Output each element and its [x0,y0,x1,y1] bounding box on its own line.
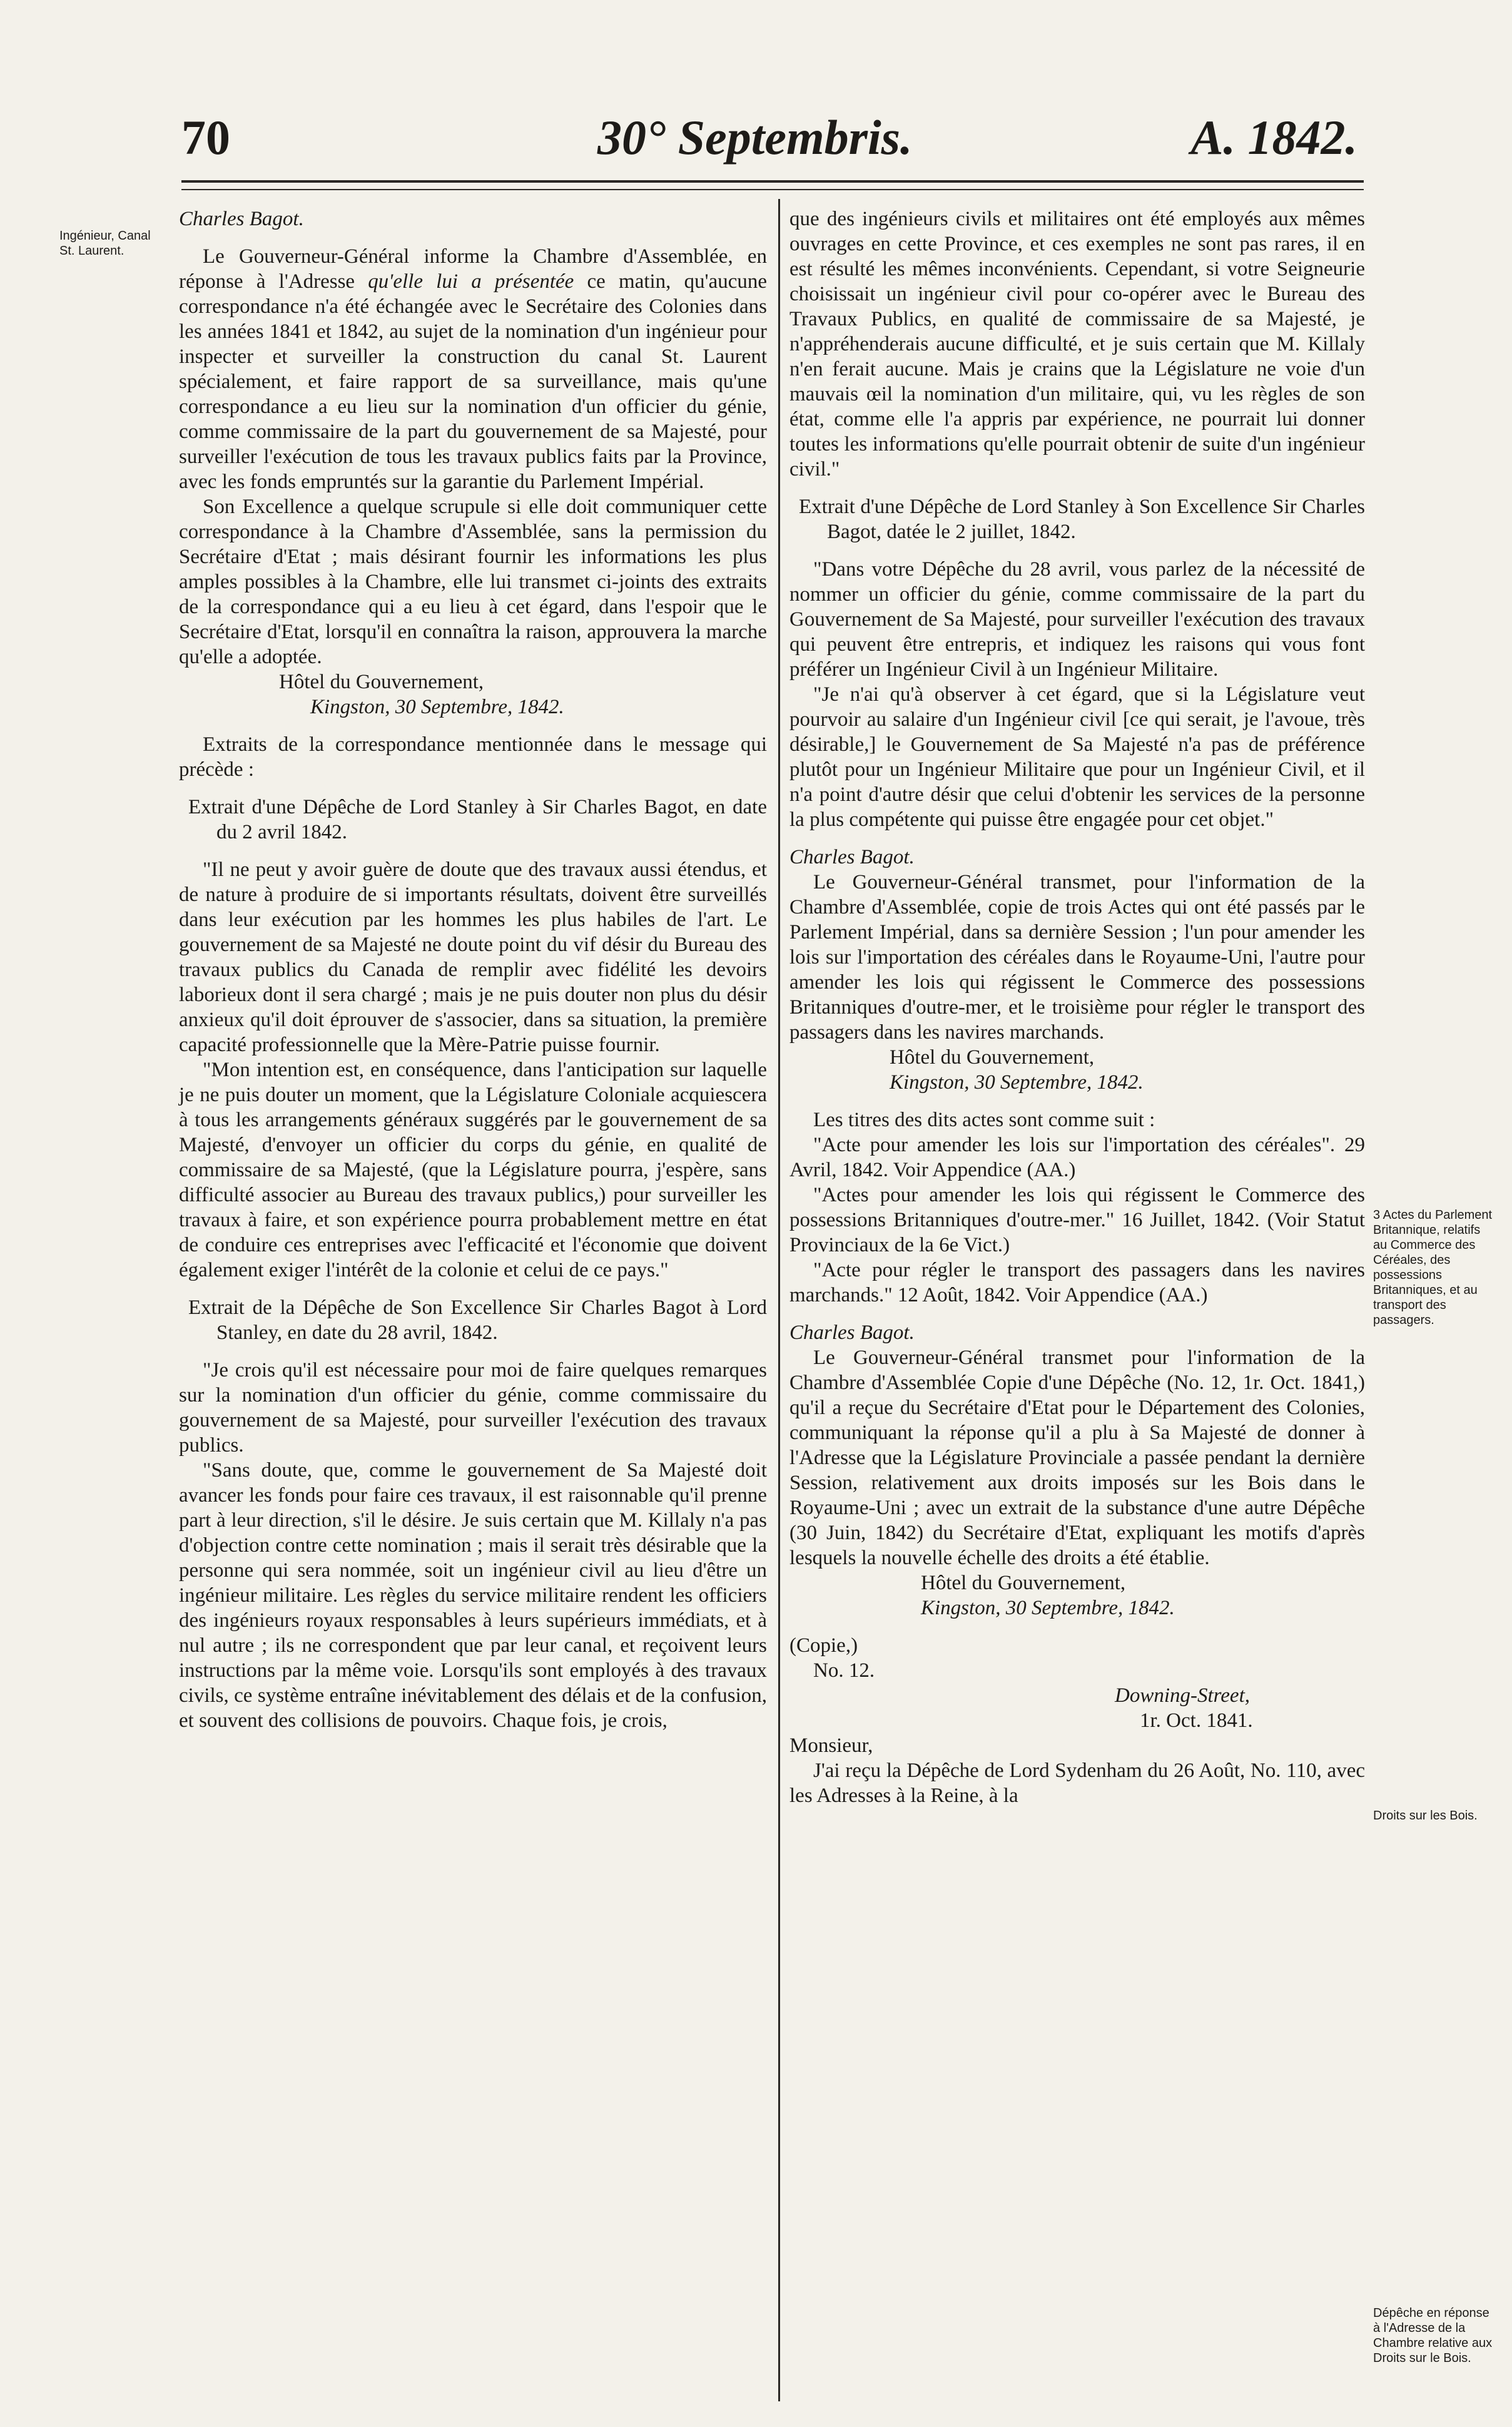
quote-paragraph: "Dans votre Dépêche du 28 avril, vous parlez de la nécessité de nommer un officier du génie, comme commissaire de la part du Gouvernement de Sa Majesté, pour surveiller l'exécution des travaux qui peuvent être entrepris, et indiquez les raisons qui vous font préférer un Ingénieur Civil à un Ingénieur Militaire. [789,558,1365,681]
quote-paragraph: "Je n'ai qu'à observer à cet égard, que si la Législature veut pourvoir au salaire d'un Ingénieur civil [ce qui serait, je l'avoue, très désirable,] le Gouvernement de Sa Majesté n'a pas de préférence plutôt pour un Ingénieur Militaire que pour un Ingénieur Civil, et il n'a point d'autre désir que celui d'obtenir les services de la personne la plus compétente qui puisse être engagée pour cet objet." [789,683,1365,831]
paragraph: Extraits de la correspondance mentionnée dans le message qui précède : [179,733,767,781]
extract-heading: Extrait d'une Dépêche de Lord Stanley à Sir Charles Bagot, en date du 2 avril 1842. [188,796,767,843]
quote-paragraph: "Je crois qu'il est nécessaire pour moi de faire quelques remarques sur la nomination d'un officier du génie, comme commissaire du gouvernement de sa Majesté, pour surveiller l'exécution des travaux publics. [179,1359,767,1457]
copy-label: (Copie,) [789,1634,858,1657]
quote-paragraph: "Il ne peut y avoir guère de doute que des travaux aussi étendus, et de nature à produire de si importants résultats, doivent être surveillés dans leur exécution par les hommes les plus habiles de l'art. Le gouvernement de sa Majesté ne doute point du vif désir du Bureau des travaux publics du Canada de remplir avec fidélité les devoirs laborieux dont il sera chargé ; mais je ne puis douter non plus du désir anxieux qu'il doit éprouver de s'associer, dans sa situation, la première capacité professionnelle que la Mère-Patrie puisse fournir. [179,858,767,1056]
act-title: "Acte pour amender les lois sur l'importation des céréales". 29 Avril, 1842. Voir Appendice (AA.) [789,1134,1365,1181]
column-divider [778,199,780,2401]
dispatch-place: Downing-Street, [1115,1684,1250,1707]
quote-paragraph: "Mon intention est, en conséquence, dans l'anticipation sur laquelle je ne puis douter un moment, que la Législature Coloniale acquiescera à tous les arrangements généraux suggérés par le gouvernement de sa Majesté, d'envoyer un officier du corps du génie, en qualité de commissaire de sa Majesté, (que la Législature pourra, j'espère, sans difficulté associer au Bureau des travaux publics,) pour surveiller les travaux à faire, et son expérience pourra probablement mettre en état de conduire ces entreprises avec l'efficacité et l'économie que doivent également exiger l'intérêt de la colonie et celui de ce pays." [179,1059,767,1281]
dispatch-date: 1r. Oct. 1841. [1140,1709,1253,1732]
page-number: 70 [181,110,230,165]
date-line: Kingston, 30 Septembre, 1842. [310,696,564,718]
signature: Charles Bagot. [789,1321,915,1344]
extract-heading: Extrait d'une Dépêche de Lord Stanley à Son Excellence Sir Charles Bagot, datée le 2 juillet, 1842. [799,496,1365,543]
right-column [789,206,1365,1808]
paragraph: que des ingénieurs civils et militaires ont été employés aux mêmes ouvrages en cette Province, et ces exemples ne sont pas rares, il en est résulté les mêmes inconvénients. Cependant, si votre Seigneurie choisissait un ingénieur civil pour co-opérer avec le Bureau des Travaux Publics, en qualité de commissaire de sa Majesté, je n'appréhenderais aucune difficulté, et je suis certain que M. Killaly n'en ferait aucune. Mais je crains que la Législature ne voie d'un mauvais œil la nomination d'un militaire, qui, vu les règles de son état, comme elle l'a appris par expérience, ne pourrait lui donner toutes les informations qu'elle pourrait obtenir de suite d'un ingénieur civil." [789,208,1365,481]
act-title: "Actes pour amender les lois qui régissent le Commerce des possessions Britanniques d'outre-mer." 16 Juillet, 1842. (Voir Statut Provinciaux de la 6e Vict.) [789,1184,1365,1256]
margin-note-depeche: Dépêche en réponse à l'Adresse de la Chambre relative aux Droits sur le Bois. [1373,2306,1493,2365]
header-rule-thick [181,180,1364,183]
date-line: Kingston, 30 Septembre, 1842. [890,1071,1144,1094]
quote-paragraph: "Sans doute, que, comme le gouvernement de Sa Majesté doit avancer les fonds pour faire ces travaux, il est raisonnable qu'il prenne part à leur direction, s'il le désire. Je suis certain que M. Killaly n'a pas d'objection contre cette nomination ; mais il serait très désirable que la personne qui sera nommée, soit un ingénieur civil au lieu d'être un ingénieur militaire. Les règles du service militaire rendent les officiers des ingénieurs royaux responsables à leurs supérieurs immédiats, et à nul autre ; ils ne correspondent que par leur canal, et reçoivent leurs instructions par la même voie. Lorsqu'ils sont employés à des travaux civils, ce système entraîne inévitablement des délais et de la confusion, et souvent des collisions de pouvoirs. Chaque fois, je crois, [179,1459,767,1732]
page-date: 30° Septembris. [597,110,913,165]
margin-note-actes: 3 Actes du Parlement Britannique, relatifs au Commerce des Céréales, des possessions Britanniques, et au transport des passagers. [1373,1208,1493,1327]
dispatch-number: No. 12. [813,1659,875,1682]
header-rule-thin [181,189,1364,190]
address-line: Hôtel du Gouvernement, [279,671,484,693]
act-title: "Acte pour régler le transport des passagers dans les navires marchands." 12 Août, 1842. Voir Appendice (AA.) [789,1259,1365,1306]
date-line: Kingston, 30 Septembre, 1842. [921,1597,1175,1619]
paragraph: Le Gouverneur-Général transmet, pour l'information de la Chambre d'Assemblée, copie de trois Actes qui ont été passés par le Parlement Impérial, dans sa dernière Session ; l'un pour amender les lois sur l'importation des céréales dans le Royaume-Uni, l'autre pour amender les lois qui régissent le Commerce des possessions Britanniques d'outre-mer, et le troisième pour régler le transport des passagers dans les navires marchands. [789,871,1365,1044]
page-header [181,109,1357,178]
paragraph: J'ai reçu la Dépêche de Lord Sydenham du 26 Août, No. 110, avec les Adresses à la Reine, à la [789,1759,1365,1807]
margin-note-ingenieur: Ingénieur, Canal St. Laurent. [59,229,151,258]
extract-heading: Extrait de la Dépêche de Son Excellence Sir Charles Bagot à Lord Stanley, en date du 28 avril, 1842. [188,1296,767,1344]
paragraph: Son Excellence a quelque scrupule si elle doit communiquer cette correspondance à la Chambre d'Assemblée, sans la permission du Secrétaire d'Etat ; mais désirant fournir les informations les plus amples possibles à la Chambre, elle lui transmet ci-joints des extraits de la correspondance qui a eu lieu à cet égard, dans l'espoir que le Secrétaire d'Etat, lorsqu'il en connaîtra la raison, approuvera la marche qu'elle a adoptée. [179,496,767,668]
paragraph: Le Gouverneur-Général informe la Chambre d'Assemblée, en réponse à l'Adresse qu'elle lui a présentée ce matin, qu'aucune correspondance n'a été échangée avec le Secrétaire des Colonies dans les années 1841 et 1842, au sujet de la nomination d'un ingénieur pour inspecter et surveiller la construction du canal St. Laurent spécialement, et faire rapport de sa surveillance, mais qu'une correspondance a eu lieu sur la nomination d'un officier du génie, comme commissaire de la part du gouvernement de sa Majesté, pour surveiller l'exécution de tous les travaux publics faits par la Province, avec les fonds empruntés sur la garantie du Parlement Impérial. [179,245,768,493]
signature: Charles Bagot. [179,208,304,230]
margin-note-droits: Droits sur les Bois. [1373,1809,1478,1823]
signature: Charles Bagot. [789,846,915,868]
address-line: Hôtel du Gouvernement, [921,1572,1126,1594]
paragraph: Le Gouverneur-Général transmet pour l'information de la Chambre d'Assemblée Copie d'une Dépêche (No. 12, 1r. Oct. 1841,) qu'il a reçue du Secrétaire d'Etat pour le Département des Colonies, communiquant la réponse qu'il a plu à Sa Majesté de donner à l'Adresse que la Législature Provinciale a passée pendant la dernière Session, relativement aux droits imposés sur les Bois dans le Royaume-Uni ; avec un extrait de la substance d'une autre Dépêche (30 Juin, 1842) du Secrétaire d'Etat, expliquant les motifs d'après lesquels la nouvelle échelle des droits a été établie. [789,1346,1365,1569]
page-year: A. 1842. [1190,110,1357,165]
paragraph: Les titres des dits actes sont comme suit : [813,1109,1155,1131]
salutation: Monsieur, [789,1734,873,1757]
address-line: Hôtel du Gouvernement, [890,1046,1095,1069]
left-column [179,206,767,1733]
